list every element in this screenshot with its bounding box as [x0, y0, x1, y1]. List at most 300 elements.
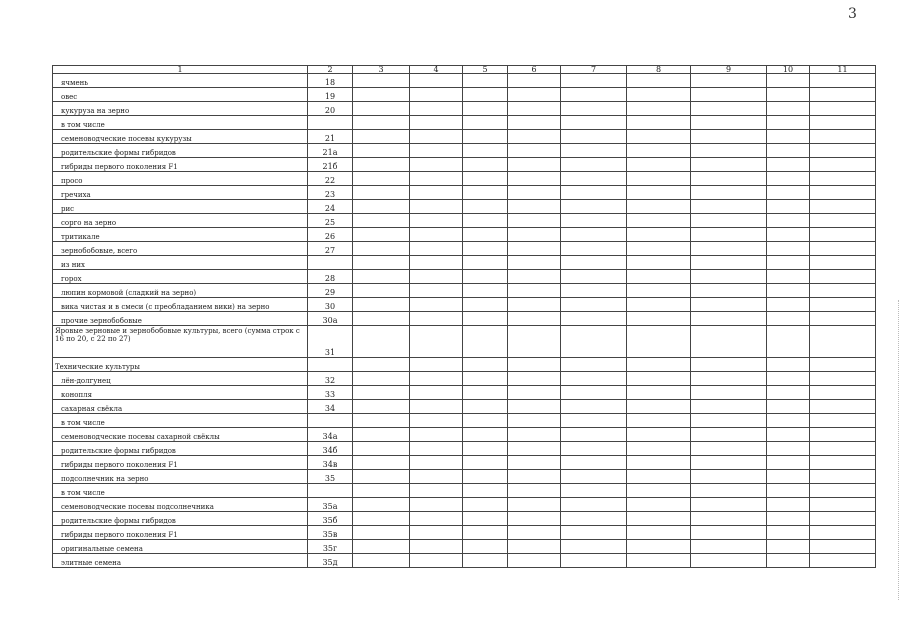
data-cell	[767, 228, 810, 242]
row-code: 35д	[308, 554, 353, 568]
column-number: 7	[561, 66, 627, 74]
data-cell	[561, 214, 627, 228]
data-cell	[508, 242, 561, 256]
data-cell	[508, 540, 561, 554]
data-cell	[410, 442, 463, 456]
data-cell	[463, 130, 508, 144]
data-cell	[353, 428, 410, 442]
data-cell	[691, 498, 767, 512]
data-cell	[561, 526, 627, 540]
row-code: 30а	[308, 312, 353, 326]
data-cell	[463, 312, 508, 326]
data-cell	[767, 372, 810, 386]
table-row	[53, 554, 876, 568]
data-cell	[353, 400, 410, 414]
data-cell	[767, 270, 810, 284]
table-row	[53, 400, 876, 414]
data-cell	[561, 442, 627, 456]
data-cell	[508, 200, 561, 214]
row-code	[308, 414, 353, 428]
row-label: семеноводческие посевы кукурузы	[53, 130, 308, 144]
data-cell	[767, 456, 810, 470]
data-cell	[508, 386, 561, 400]
data-cell	[353, 228, 410, 242]
column-number: 4	[410, 66, 463, 74]
data-cell	[463, 428, 508, 442]
data-cell	[767, 186, 810, 200]
data-cell	[410, 116, 463, 130]
data-cell	[410, 270, 463, 284]
data-cell	[508, 256, 561, 270]
row-code: 22	[308, 172, 353, 186]
data-cell	[508, 442, 561, 456]
row-label: родительские формы гибридов	[53, 512, 308, 526]
data-cell	[353, 102, 410, 116]
data-cell	[691, 554, 767, 568]
data-cell	[627, 144, 691, 158]
data-cell	[627, 498, 691, 512]
row-code: 35	[308, 470, 353, 484]
data-cell	[691, 74, 767, 88]
data-cell	[691, 172, 767, 186]
data-cell	[691, 470, 767, 484]
data-cell	[810, 358, 876, 372]
data-cell	[410, 456, 463, 470]
data-cell	[767, 400, 810, 414]
data-cell	[767, 256, 810, 270]
data-cell	[463, 386, 508, 400]
data-cell	[463, 470, 508, 484]
data-cell	[508, 144, 561, 158]
data-cell	[561, 540, 627, 554]
column-number: 1	[53, 66, 308, 74]
row-code: 34в	[308, 456, 353, 470]
data-cell	[561, 400, 627, 414]
column-number: 6	[508, 66, 561, 74]
row-code: 33	[308, 386, 353, 400]
row-label: в том числе	[53, 484, 308, 498]
table-row	[53, 540, 876, 554]
data-cell	[627, 172, 691, 186]
data-cell	[627, 442, 691, 456]
data-cell	[767, 312, 810, 326]
data-cell	[561, 200, 627, 214]
row-label: подсолнечник на зерно	[53, 470, 308, 484]
row-label: прочие зернобобовые	[53, 312, 308, 326]
data-cell	[508, 298, 561, 312]
data-cell	[561, 116, 627, 130]
data-cell	[627, 554, 691, 568]
data-cell	[810, 214, 876, 228]
data-cell	[561, 386, 627, 400]
data-cell	[691, 298, 767, 312]
data-cell	[410, 228, 463, 242]
data-cell	[508, 470, 561, 484]
table-row	[53, 88, 876, 102]
table-row	[53, 326, 876, 358]
data-cell	[353, 484, 410, 498]
data-cell	[810, 400, 876, 414]
data-cell	[561, 284, 627, 298]
row-label: сорго на зерно	[53, 214, 308, 228]
data-cell	[767, 326, 810, 358]
data-cell	[691, 200, 767, 214]
data-cell	[561, 144, 627, 158]
row-code: 19	[308, 88, 353, 102]
row-label: оригинальные семена	[53, 540, 308, 554]
data-cell	[691, 442, 767, 456]
data-cell	[353, 442, 410, 456]
data-cell	[508, 312, 561, 326]
data-cell	[691, 358, 767, 372]
row-code: 21	[308, 130, 353, 144]
data-cell	[410, 256, 463, 270]
data-cell	[410, 428, 463, 442]
table-row	[53, 428, 876, 442]
data-cell	[691, 88, 767, 102]
data-cell	[561, 498, 627, 512]
data-cell	[561, 484, 627, 498]
row-label: Технические культуры	[53, 358, 308, 372]
data-cell	[691, 130, 767, 144]
data-cell	[767, 298, 810, 312]
data-cell	[691, 228, 767, 242]
data-cell	[353, 88, 410, 102]
data-cell	[627, 284, 691, 298]
data-cell	[627, 414, 691, 428]
table-row	[53, 414, 876, 428]
row-code: 35г	[308, 540, 353, 554]
data-cell	[353, 298, 410, 312]
table-row	[53, 512, 876, 526]
data-cell	[691, 284, 767, 298]
data-cell	[353, 242, 410, 256]
data-cell	[463, 526, 508, 540]
row-code: 34	[308, 400, 353, 414]
row-label: гибриды первого поколения F1	[53, 158, 308, 172]
data-cell	[508, 130, 561, 144]
data-cell	[810, 470, 876, 484]
data-cell	[410, 158, 463, 172]
data-cell	[508, 526, 561, 540]
data-cell	[691, 386, 767, 400]
data-cell	[463, 456, 508, 470]
data-cell	[691, 158, 767, 172]
column-number: 11	[810, 66, 876, 74]
data-cell	[810, 414, 876, 428]
row-code: 34а	[308, 428, 353, 442]
table-row	[53, 116, 876, 130]
table-row	[53, 172, 876, 186]
data-cell	[691, 186, 767, 200]
data-cell	[561, 554, 627, 568]
data-cell	[353, 130, 410, 144]
table-row	[53, 526, 876, 540]
data-cell	[627, 358, 691, 372]
row-code: 27	[308, 242, 353, 256]
data-cell	[627, 372, 691, 386]
data-cell	[627, 158, 691, 172]
row-label: гибриды первого поколения F1	[53, 456, 308, 470]
data-cell	[410, 214, 463, 228]
data-cell	[767, 540, 810, 554]
data-cell	[767, 284, 810, 298]
table-row	[53, 484, 876, 498]
data-cell	[463, 554, 508, 568]
data-cell	[767, 130, 810, 144]
table-row	[53, 102, 876, 116]
data-cell	[810, 442, 876, 456]
data-cell	[767, 200, 810, 214]
row-label: Яровые зерновые и зернобобовые культуры, всего (сумма строк с 16 по 20, с 22 по 27)	[53, 326, 308, 358]
data-cell	[627, 256, 691, 270]
data-cell	[810, 428, 876, 442]
row-label: ячмень	[53, 74, 308, 88]
data-cell	[410, 284, 463, 298]
data-cell	[627, 88, 691, 102]
crop-form-table	[52, 65, 876, 568]
data-cell	[353, 270, 410, 284]
data-cell	[627, 186, 691, 200]
row-code: 25	[308, 214, 353, 228]
row-code	[308, 116, 353, 130]
data-cell	[627, 386, 691, 400]
data-cell	[810, 456, 876, 470]
data-cell	[410, 298, 463, 312]
data-cell	[508, 74, 561, 88]
table-row	[53, 312, 876, 326]
data-cell	[508, 116, 561, 130]
data-cell	[410, 540, 463, 554]
column-number: 3	[353, 66, 410, 74]
data-cell	[691, 312, 767, 326]
data-cell	[561, 74, 627, 88]
row-label: семеноводческие посевы подсолнечника	[53, 498, 308, 512]
data-cell	[627, 400, 691, 414]
data-cell	[561, 228, 627, 242]
data-cell	[353, 456, 410, 470]
data-cell	[691, 326, 767, 358]
row-label: вика чистая и в смеси (с преобладанием вики) на зерно	[53, 298, 308, 312]
row-code: 28	[308, 270, 353, 284]
data-cell	[410, 386, 463, 400]
data-cell	[767, 554, 810, 568]
data-cell	[810, 242, 876, 256]
data-cell	[627, 312, 691, 326]
table-row	[53, 144, 876, 158]
data-cell	[767, 386, 810, 400]
data-cell	[463, 414, 508, 428]
data-cell	[627, 214, 691, 228]
data-cell	[627, 74, 691, 88]
data-cell	[508, 172, 561, 186]
data-cell	[627, 456, 691, 470]
column-number: 10	[767, 66, 810, 74]
data-cell	[353, 414, 410, 428]
data-cell	[463, 498, 508, 512]
data-cell	[627, 526, 691, 540]
data-cell	[767, 116, 810, 130]
data-cell	[508, 158, 561, 172]
data-cell	[410, 554, 463, 568]
data-cell	[627, 130, 691, 144]
data-cell	[691, 144, 767, 158]
data-cell	[410, 484, 463, 498]
data-cell	[410, 144, 463, 158]
table-row	[53, 456, 876, 470]
data-cell	[767, 242, 810, 256]
data-cell	[767, 498, 810, 512]
data-cell	[463, 400, 508, 414]
data-cell	[561, 88, 627, 102]
data-cell	[353, 186, 410, 200]
data-cell	[561, 312, 627, 326]
row-label: люпин кормовой (сладкий на зерно)	[53, 284, 308, 298]
column-number: 9	[691, 66, 767, 74]
data-cell	[508, 228, 561, 242]
data-cell	[767, 102, 810, 116]
data-cell	[353, 158, 410, 172]
data-cell	[810, 554, 876, 568]
data-cell	[627, 428, 691, 442]
data-cell	[410, 102, 463, 116]
row-code: 29	[308, 284, 353, 298]
data-cell	[767, 414, 810, 428]
data-cell	[463, 442, 508, 456]
data-cell	[353, 200, 410, 214]
data-cell	[627, 512, 691, 526]
page-number: 3	[848, 6, 857, 22]
table-row	[53, 74, 876, 88]
data-cell	[767, 428, 810, 442]
row-code: 35а	[308, 498, 353, 512]
data-cell	[463, 116, 508, 130]
data-cell	[353, 358, 410, 372]
data-cell	[463, 358, 508, 372]
data-cell	[561, 512, 627, 526]
row-code: 26	[308, 228, 353, 242]
data-cell	[353, 144, 410, 158]
data-cell	[561, 158, 627, 172]
table-row	[53, 498, 876, 512]
data-cell	[627, 116, 691, 130]
data-cell	[508, 512, 561, 526]
data-cell	[767, 470, 810, 484]
row-code: 30	[308, 298, 353, 312]
data-cell	[410, 526, 463, 540]
data-cell	[508, 102, 561, 116]
data-cell	[463, 102, 508, 116]
data-cell	[810, 228, 876, 242]
data-cell	[353, 284, 410, 298]
data-cell	[508, 400, 561, 414]
data-cell	[691, 116, 767, 130]
data-cell	[463, 144, 508, 158]
row-code	[308, 256, 353, 270]
data-cell	[691, 270, 767, 284]
row-code: 35б	[308, 512, 353, 526]
data-cell	[463, 172, 508, 186]
data-cell	[463, 484, 508, 498]
row-label: овес	[53, 88, 308, 102]
row-label: просо	[53, 172, 308, 186]
data-cell	[353, 512, 410, 526]
data-cell	[410, 312, 463, 326]
row-code: 20	[308, 102, 353, 116]
data-cell	[508, 88, 561, 102]
data-cell	[810, 270, 876, 284]
table-row	[53, 242, 876, 256]
data-cell	[353, 172, 410, 186]
data-cell	[508, 554, 561, 568]
data-cell	[463, 214, 508, 228]
data-cell	[463, 298, 508, 312]
row-label: в том числе	[53, 116, 308, 130]
data-cell	[508, 358, 561, 372]
row-label: зернобобовые, всего	[53, 242, 308, 256]
data-cell	[627, 540, 691, 554]
data-cell	[463, 228, 508, 242]
data-cell	[561, 414, 627, 428]
table-row	[53, 256, 876, 270]
data-cell	[691, 456, 767, 470]
data-cell	[810, 386, 876, 400]
data-cell	[561, 326, 627, 358]
data-cell	[691, 372, 767, 386]
data-cell	[353, 256, 410, 270]
data-cell	[353, 470, 410, 484]
row-label: кукуруза на зерно	[53, 102, 308, 116]
data-cell	[767, 358, 810, 372]
data-cell	[410, 326, 463, 358]
data-cell	[353, 540, 410, 554]
data-cell	[508, 214, 561, 228]
column-number: 8	[627, 66, 691, 74]
data-cell	[463, 200, 508, 214]
data-cell	[810, 312, 876, 326]
row-code: 34б	[308, 442, 353, 456]
row-label: гречиха	[53, 186, 308, 200]
data-cell	[810, 158, 876, 172]
data-cell	[463, 284, 508, 298]
data-cell	[561, 372, 627, 386]
data-cell	[627, 102, 691, 116]
row-label: в том числе	[53, 414, 308, 428]
data-cell	[410, 372, 463, 386]
row-code: 35в	[308, 526, 353, 540]
table-row	[53, 130, 876, 144]
data-cell	[463, 242, 508, 256]
table-row	[53, 470, 876, 484]
data-cell	[810, 144, 876, 158]
data-cell	[810, 298, 876, 312]
data-cell	[810, 130, 876, 144]
data-cell	[691, 256, 767, 270]
row-label: из них	[53, 256, 308, 270]
data-cell	[767, 526, 810, 540]
row-label: родительские формы гибридов	[53, 144, 308, 158]
data-cell	[353, 312, 410, 326]
row-code: 24	[308, 200, 353, 214]
data-cell	[410, 358, 463, 372]
data-cell	[410, 172, 463, 186]
data-cell	[627, 326, 691, 358]
data-cell	[691, 512, 767, 526]
data-cell	[810, 88, 876, 102]
row-label: тритикале	[53, 228, 308, 242]
data-cell	[353, 498, 410, 512]
data-cell	[353, 214, 410, 228]
